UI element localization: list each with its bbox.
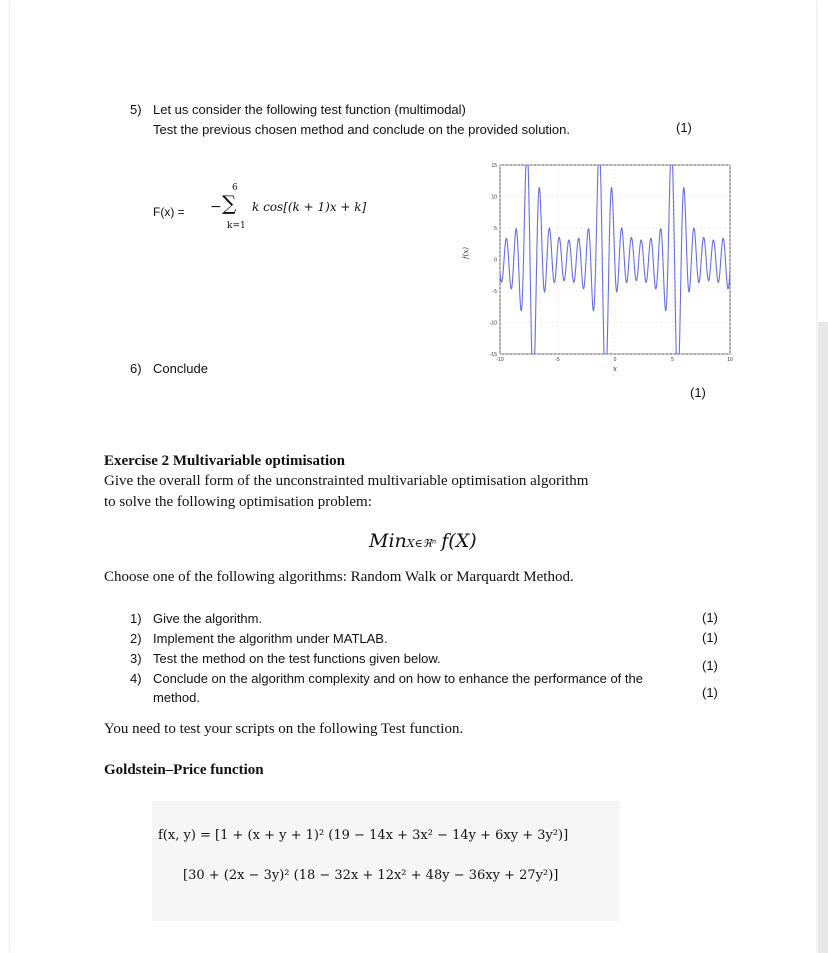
q5-number: 5)	[130, 102, 142, 117]
q5-mark: (1)	[676, 120, 692, 135]
item-4-text-cont: method.	[153, 690, 200, 705]
goldstein-price-line1: f(x, y) = [1 + (x + y + 1)² (19 − 14x + 3x² − 14y + 6xy + 3y²)]	[158, 828, 569, 843]
min-fx: f(X)	[441, 530, 477, 552]
item-4-mark: (1)	[702, 685, 718, 700]
sum-lower: k=1	[227, 221, 246, 231]
item-4-text: Conclude on the algorithm complexity and on how to enhance the performance of the	[153, 671, 643, 686]
q6-mark: (1)	[690, 385, 706, 400]
item-2-text: Implement the algorithm under MATLAB.	[153, 631, 388, 646]
item-3-mark: (1)	[702, 658, 718, 673]
item-3-text: Test the method on the test functions given below.	[153, 651, 441, 666]
y-tick-label: 10	[491, 194, 497, 201]
x-tick-label: 5	[671, 357, 674, 363]
min-main: Min	[369, 530, 407, 552]
sum-upper: 6	[232, 183, 238, 193]
item-1-mark: (1)	[702, 610, 718, 625]
y-tick-label: 5	[494, 226, 497, 232]
choose-line: Choose one of the following algorithms: Random Walk or Marquardt Method.	[104, 569, 574, 585]
sum-symbol: ∑	[222, 191, 237, 215]
y-tick-label: 0	[494, 257, 497, 264]
item-4-number: 4)	[130, 671, 142, 686]
y-tick-label: 15	[491, 163, 497, 169]
ex2-heading: Exercise 2 Multivariable optimisation	[104, 453, 345, 469]
goldstein-price-heading: Goldstein–Price function	[104, 762, 264, 778]
q6-number: 6)	[130, 361, 142, 376]
q5-line1: Let us consider the following test function (multimodal)	[153, 102, 466, 117]
x-tick-label: 0	[613, 357, 617, 363]
ex2-line2: to solve the following optimisation problem:	[104, 494, 372, 510]
sum-body: k cos[(k + 1)x + k]	[252, 200, 367, 214]
x-tick-label: -5	[555, 357, 560, 363]
min-expression	[369, 530, 477, 552]
min-sub: X∈ℜⁿ	[406, 537, 437, 550]
fx-label: F(x) =	[153, 205, 185, 219]
scrollbar[interactable]	[818, 322, 828, 953]
y-tick-label: -5	[492, 289, 497, 295]
y-tick-label: -10	[489, 320, 497, 327]
q6-text: Conclude	[153, 361, 208, 376]
item-2-number: 2)	[130, 631, 142, 646]
function-plot	[450, 155, 750, 375]
item-3-number: 3)	[130, 651, 142, 666]
test-line: You need to test your scripts on the following Test function.	[104, 721, 464, 737]
goldstein-price-line2: [30 + (2x − 3y)² (18 − 32x + 12x² + 48y − 36xy + 27y²)]	[183, 868, 559, 883]
plot-ylabel: f(x)	[462, 246, 470, 259]
x-tick-label: 10	[727, 357, 733, 363]
item-1-text: Give the algorithm.	[153, 611, 263, 626]
plot-xlabel: x	[613, 365, 617, 373]
fx-minus: −	[210, 199, 222, 215]
item-1-number: 1)	[130, 611, 142, 626]
item-2-mark: (1)	[702, 630, 718, 645]
ex2-line1: Give the overall form of the unconstrainted multivariable optimisation algorithm	[104, 473, 589, 489]
y-tick-label: -15	[489, 352, 497, 358]
x-tick-label: -10	[496, 357, 504, 363]
formula-box	[152, 801, 620, 921]
q5-line2: Test the previous chosen method and conclude on the provided solution.	[153, 122, 570, 137]
